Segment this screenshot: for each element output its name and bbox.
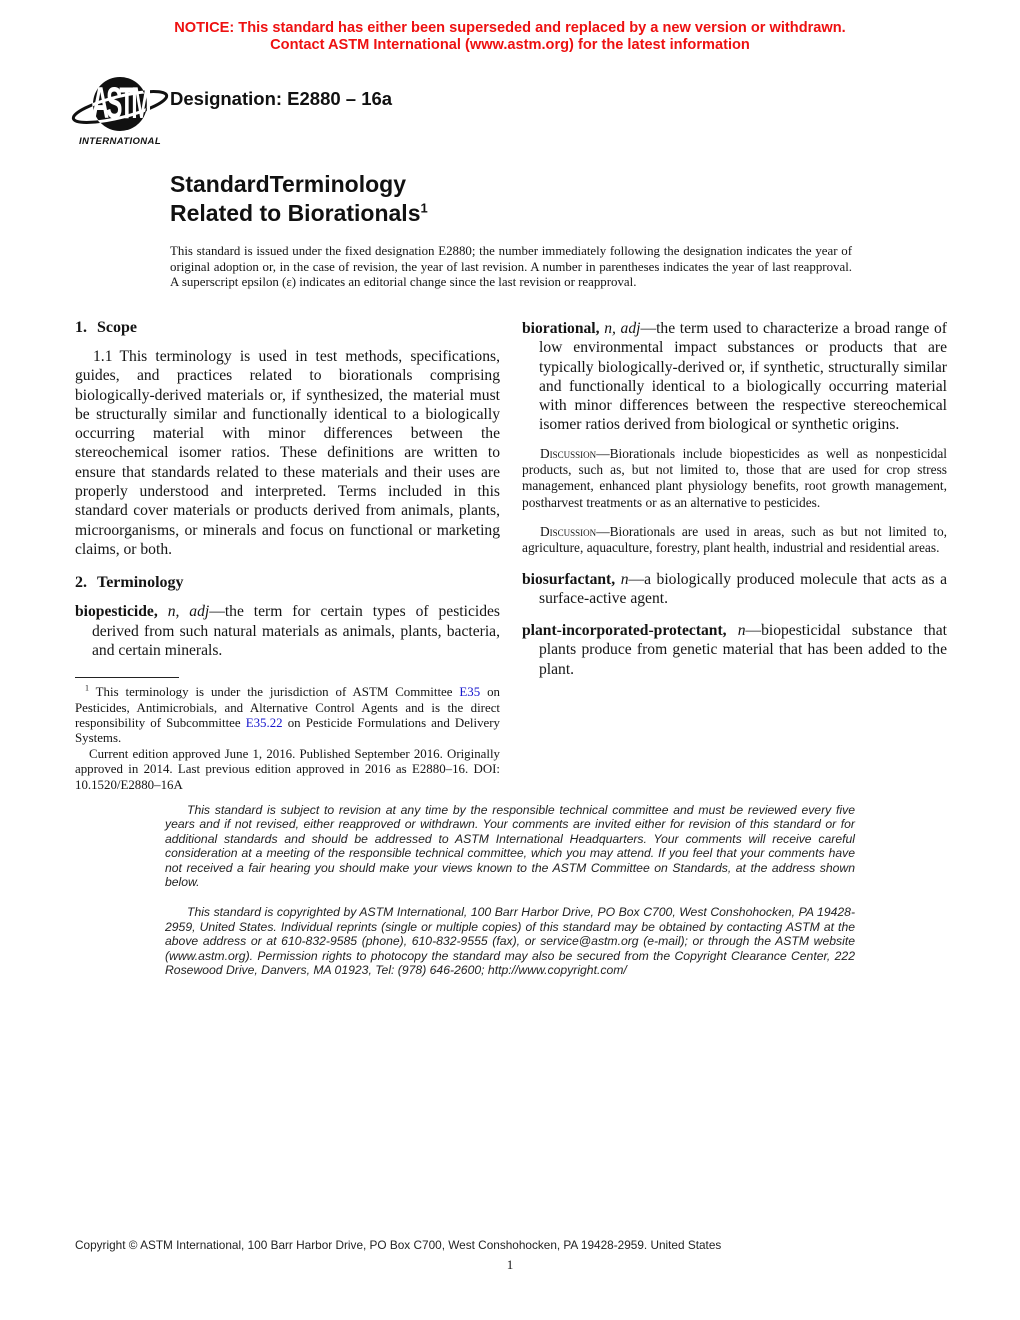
term-name: biorational, — [522, 320, 600, 337]
footnote-text: on Pesticide Formulations and Delivery Systems. — [75, 715, 500, 746]
right-column — [522, 319, 947, 793]
term-grammar: n — [620, 570, 629, 588]
footnote — [75, 685, 500, 793]
term-entry-biopesticide — [75, 602, 500, 660]
title-line-1: StandardTerminology — [170, 171, 406, 197]
section-heading-terminology — [75, 574, 500, 592]
designation: Designation: E2880 – 16a — [170, 88, 393, 109]
copyright-note: This standard is copyrighted by ASTM International, 100 Barr Harbor Drive, PO Box C700, West Conshohocken, PA 19428-2959, United States. Individual reprints (single or multiple copies) of this standard may be obtained by contacting ASTM at the above address or at 610-832-9585 (phone), 610-832-9555 (fax), or service@astm.org (e-mail); or through the ASTM website (www.astm.org). Permission rights to photocopy the standard may also be secured from the Copyright Clearance Center, 222 Rosewood Drive, Danvers, MA 01923, Tel: (978) 646-2600; http://www.copyright.com/ — [165, 905, 855, 978]
notice-line-1: NOTICE: This standard has either been superseded and replaced by a new version or withdrawn. — [174, 20, 846, 36]
revision-note: This standard is subject to revision at any time by the responsible technical committee and must be reviewed every five years and if not revised, either reapproved or withdrawn. Your comments are invited either for revision of this standard or for additional standards and should be addressed to ASTM International Headquarters. Your comments will receive careful consideration at a meeting of the responsible technical committee, which you may attend. If you feel that your comments have not received a fair hearing you should make your views known to the ASTM Committee on Standards, at the address shown below. — [165, 803, 855, 890]
discussion-label: Discussion — [540, 523, 597, 539]
left-column — [75, 319, 500, 793]
term-entry-plant-incorporated-protectant — [522, 621, 947, 679]
discussion-text: —Biorationals include biopesticides as well as nonpesticidal products, such as, but not limited to, those that are used for crop stress management, enhanced plant physiology benefits, root growth management, postharvest treatments or as an alternative to pesticides. — [522, 445, 947, 510]
notice-line-2: Contact ASTM International (www.astm.org) for the latest information — [270, 37, 750, 53]
term-grammar: n, adj — [167, 603, 210, 621]
scope-paragraph — [75, 347, 500, 559]
discussion-paragraph-1 — [522, 446, 947, 511]
footnote-text: on Pesticides, Antimicrobials, and Alternative Control Agents and is the direct responsibility of Subcommittee — [75, 685, 500, 730]
discussion-paragraph-2 — [522, 524, 947, 557]
term-entry-biosurfactant — [522, 570, 947, 609]
astm-logo-text: ASTM — [91, 78, 149, 128]
issuance-note: This standard is issued under the fixed designation E2880; the number immediately following the designation indicates the year of original adoption or, in the case of revision, the year of last revision. A number in parentheses indicates the year of last reapproval. A superscript epsilon (ε) indicates an editorial change since the last revision or reapproval. — [170, 244, 852, 290]
footnote-divider — [75, 677, 179, 678]
footnote-marker: 1 — [85, 683, 89, 693]
section-number: 2. — [75, 574, 87, 592]
subcommittee-link[interactable]: E35.22 — [245, 715, 283, 730]
section-title: Terminology — [97, 574, 184, 592]
title-line-2-text: Related to Biorationals — [170, 199, 421, 226]
term-name: plant-incorporated-protectant, — [522, 622, 727, 640]
footer-copyright: Copyright © ASTM International, 100 Barr Harbor Drive, PO Box C700, West Conshohocken, PA 19428-2959. United States — [75, 1238, 722, 1252]
footnote-paragraph-1 — [75, 685, 500, 747]
astm-logo-subtitle: INTERNATIONAL — [78, 136, 162, 147]
legal-notes — [165, 803, 855, 993]
term-definition: —the term for certain types of pesticides derived from such natural materials as animals, plants, bacteria, and certain minerals. — [92, 603, 500, 659]
document-title — [170, 170, 428, 227]
term-definition: —biopesticidal substance that plants produce from genetic material that has been added to the plant. — [539, 622, 947, 678]
section-title: Scope — [97, 319, 137, 336]
page-number: 1 — [506, 1257, 514, 1272]
term-definition: —the term used to characterize a broad range of low environmental impact substances or products that are typically biologically-derived or, if synthetic, structurally similar and functionally identical to a biologically occurring material with minor differences between the respective stereochemical isomer ratios derived from biological or synthetic origins. — [539, 320, 947, 434]
paragraph-number: 1.1 — [93, 348, 113, 365]
term-name: biopesticide, — [75, 603, 158, 621]
discussion-text: —Biorationals are used in areas, such as but not limited to, agriculture, aquaculture, forestry, plant health, industrial and residential areas. — [522, 523, 947, 556]
astm-logo — [70, 74, 170, 147]
section-number: 1. — [75, 319, 87, 336]
title-line-2 — [170, 199, 428, 228]
term-definition: —a biologically produced molecule that acts as a surface-active agent. — [539, 570, 947, 607]
term-grammar: n — [737, 622, 746, 640]
footnote-text: This terminology is under the jurisdiction of ASTM Committee — [89, 685, 460, 700]
astm-logo-icon — [70, 74, 170, 138]
discussion-label: Discussion — [540, 445, 597, 461]
title-footnote-marker: 1 — [420, 199, 428, 215]
body-columns — [75, 319, 947, 793]
term-name: biosurfactant, — [522, 570, 616, 588]
term-entry-biorational — [522, 319, 947, 435]
withdrawal-notice — [0, 20, 1020, 54]
committee-link[interactable]: E35 — [459, 685, 481, 700]
footnote-paragraph-2: Current edition approved June 1, 2016. Published September 2016. Originally approved in 2014. Last previous edition approved in 2016 as E2880–16. DOI: 10.1520/E2880–16A — [75, 746, 500, 792]
scope-text: This terminology is used in test methods, specifications, guides, and practices related to biorationals comprising biologically-derived materials or, if synthesized, the material must be structurally similar and functionally identical to a biologically occurring material with minor differences between the stereochemical isomer ratios. These definitions are written to ensure that standards related to these materials and their uses are properly understood and interpreted. Terms included in this standard cover materials or products derived from animals, plants, microorganisms, or minerals and focus on functional or marketing claims, or both. — [75, 348, 500, 558]
term-grammar: n, adj — [604, 320, 641, 337]
section-heading-scope — [75, 319, 500, 337]
